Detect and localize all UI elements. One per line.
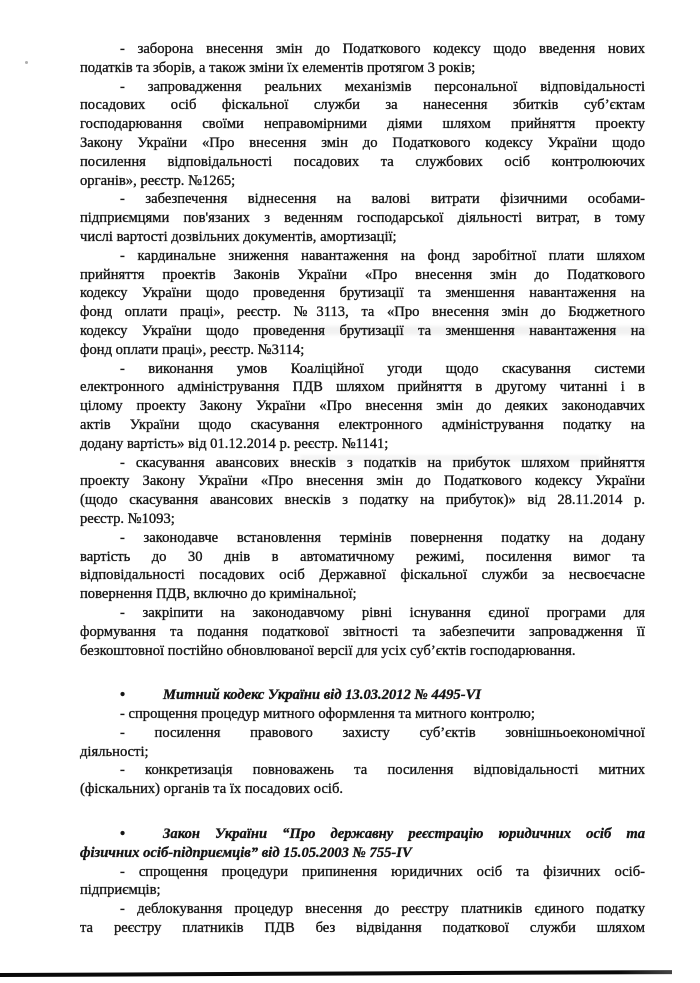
text-line: - конкретизація повноважень та посилення відповідальності митних bbox=[120, 762, 645, 779]
text-line: електронного адміністрування ПДВ шляхом прийняття в другому читанні і в bbox=[80, 379, 645, 396]
text-line: - запровадження реальних механізмів персональної відповідальності bbox=[120, 78, 645, 95]
text-line: - скасування авансових внесків з податків на прибуток шляхом прийняття bbox=[120, 454, 645, 471]
bullet-icon: • bbox=[120, 687, 126, 704]
text-line: посадових осіб фіскальної служби за нанесення збитків суб’єктам bbox=[80, 97, 645, 114]
paragraph bbox=[80, 761, 645, 799]
text-line: кодексу України щодо проведення брутизації та зменшення навантаження на bbox=[80, 285, 645, 302]
text-line: відповідальності посадових осіб Державної фіскальної служби за несвоєчасне bbox=[80, 567, 645, 584]
text-line: та реєстру платників ПДВ без відвідання податкової служби шляхом bbox=[80, 920, 645, 937]
text-line: (щодо скасування авансових внесків з податку на прибуток)» від 28.11.2014 р. bbox=[80, 492, 645, 509]
text-line: посилення відповідальності посадових та службових осіб контролюючих bbox=[80, 153, 645, 170]
text-line bbox=[80, 825, 645, 844]
text-line: - виконання умов Коаліційної угоди щодо скасування системи bbox=[120, 360, 645, 377]
text-line: органів», реєстр. №1265; bbox=[80, 172, 236, 189]
paragraph bbox=[80, 529, 645, 604]
scan-ghost-artifact bbox=[300, 455, 600, 462]
text-line: повернення ПДВ, включно до кримінальної; bbox=[80, 586, 357, 603]
paragraph bbox=[80, 604, 645, 660]
text-line: господарювання своїми неправомірними діями шляхом прийняття проекту bbox=[80, 116, 645, 133]
paragraph bbox=[80, 705, 645, 724]
text-line: - закріпити на законодавчому рівні існування єдиної програми для bbox=[120, 604, 645, 621]
text-line: - деблокування процедур внесення до реєстру платників єдиного податку bbox=[120, 901, 645, 918]
paragraph bbox=[80, 40, 645, 78]
text-line: фізичних осіб-підприємців” від 15.05.2003 № 755-IV bbox=[80, 844, 412, 861]
paragraph bbox=[80, 724, 645, 762]
text-line: - заборона внесення змін до Податкового кодексу щодо введення нових bbox=[120, 41, 645, 57]
text-line: - забезпечення віднесення на валові витрати фізичними особами- bbox=[120, 191, 645, 208]
text-line: - посилення правового захисту суб’єктів зовнішньоекономічної bbox=[120, 724, 645, 741]
paragraph bbox=[80, 190, 645, 246]
text-line: - законодавче встановлення термінів повернення податку на додану bbox=[120, 529, 645, 546]
text-line: підприємцями пов'язаних з веденням господарської діяльності витрат, в тому bbox=[80, 210, 645, 227]
text-line: цілому проекту Закону України «Про внесення змін до деяких законодавчих bbox=[80, 398, 645, 415]
text-line: актів України щодо скасування електронного адміністрування податку на bbox=[80, 416, 645, 433]
text-line: формування та подання податкової звітності та забезпечити запровадження її bbox=[80, 623, 645, 640]
text-line: діяльності; bbox=[80, 743, 149, 760]
section-header bbox=[80, 686, 645, 705]
text-line: - спрощення процедури припинення юридичних осіб та фізичних осіб- bbox=[120, 863, 645, 880]
paragraph bbox=[80, 863, 645, 901]
text-line: числі вартості дозвільних документів, амортизації; bbox=[80, 228, 397, 245]
text-line: фонд оплати праці», реєстр. №3113, та «Про внесення змін до Бюджетного bbox=[80, 304, 645, 321]
header-text: Митний кодекс України від 13.03.2012 № 4495-VI bbox=[163, 687, 482, 704]
paragraph bbox=[80, 360, 645, 454]
text-line bbox=[80, 686, 645, 705]
bullet-icon: • bbox=[120, 826, 126, 843]
paragraph bbox=[80, 454, 645, 529]
scan-ghost-artifact bbox=[258, 326, 648, 335]
text-line: податків та зборів, а також зміни їх елементів протягом 3 років; bbox=[80, 59, 476, 76]
text-line: кодексу України щодо проведення брутизації та зменшення навантаження на bbox=[80, 322, 645, 339]
text-line: прийняття проектів Законів України «Про внесення змін до Податкового bbox=[80, 266, 645, 283]
text-line: фонд оплати праці», реєстр. №3114; bbox=[80, 341, 305, 358]
section-header bbox=[80, 825, 645, 863]
text-line: додану вартість» від 01.12.2014 р. реєстр. №1141; bbox=[80, 435, 389, 452]
text-line: підприємців; bbox=[80, 882, 161, 899]
scan-speck-artifact bbox=[25, 61, 28, 64]
text-line: безкоштовної постійно обновлюваної версії для усіх суб’єктів господарювання. bbox=[80, 642, 576, 659]
paragraph bbox=[80, 247, 645, 360]
text-line: - кардинальне зниження навантаження на фонд заробітної плати шляхом bbox=[120, 247, 645, 264]
paragraph bbox=[80, 900, 645, 938]
text-line: Закону України «Про внесення змін до Податкового кодексу України щодо bbox=[80, 134, 645, 151]
text-line: вартість до 30 днів в автоматичному режимі, посилення вимог та bbox=[80, 548, 645, 565]
paragraph bbox=[80, 78, 645, 191]
text-line: реєстр. №1093; bbox=[80, 510, 175, 527]
text-line: (фіскальних) органів та їх посадових осіб. bbox=[80, 781, 344, 798]
header-text: Закон України “Про державну реєстрацію юридичних осіб та bbox=[163, 826, 645, 843]
text-line: проекту Закону України «Про внесення змін до Податкового кодексу України bbox=[80, 473, 645, 490]
text-line: - спрощення процедур митного оформлення та митного контролю; bbox=[120, 706, 535, 723]
